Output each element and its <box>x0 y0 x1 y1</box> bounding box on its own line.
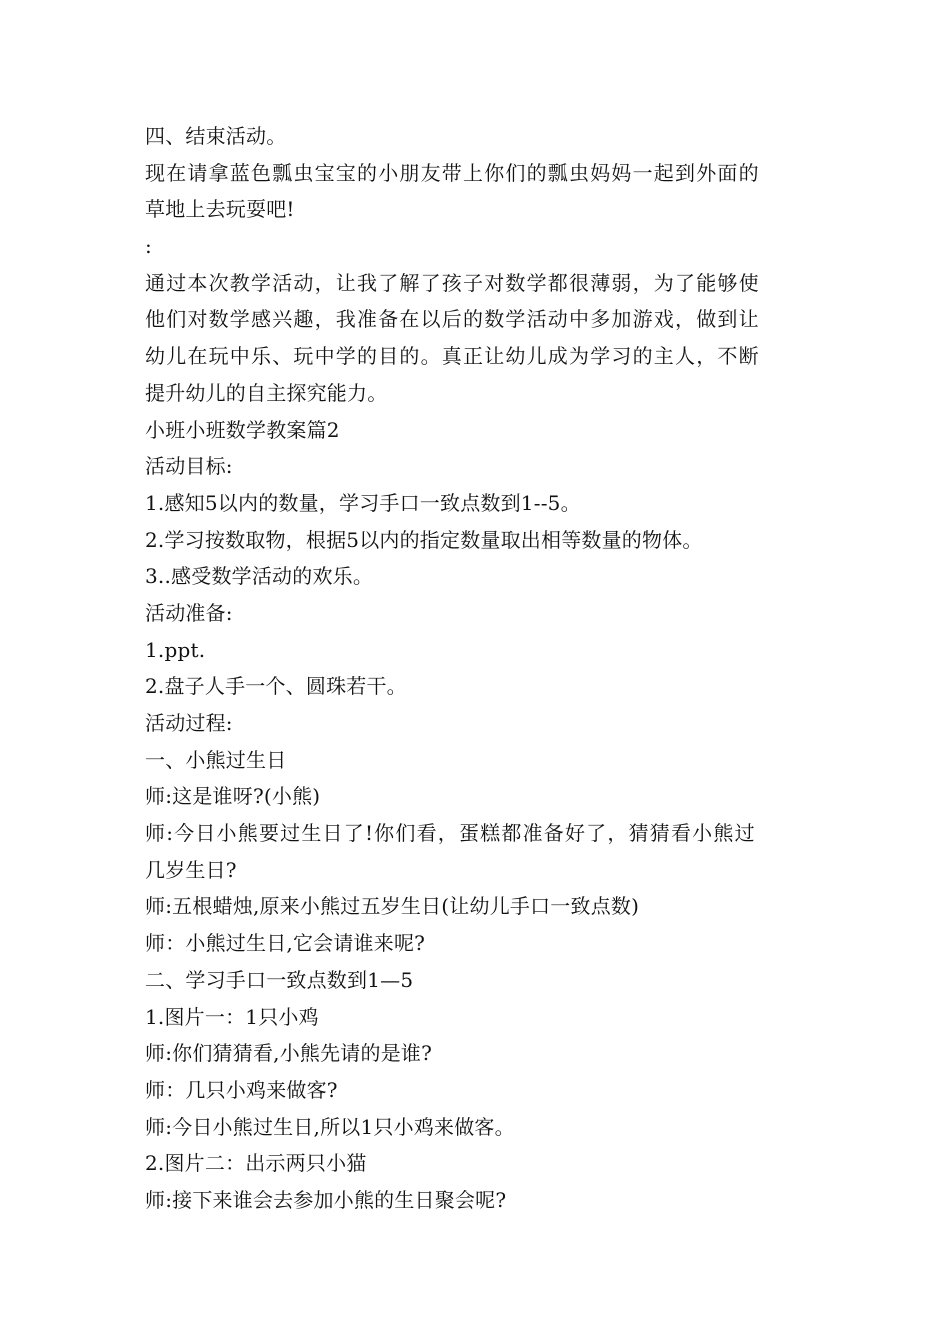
dialogue-line: 师：小熊过生日,它会请谁来呢? <box>145 931 426 956</box>
dialogue-line: 师:今日小熊要过生日了!你们看，蛋糕都准备好了，猜猜看小熊过 <box>145 821 756 846</box>
article-title: 小班小班数学教案篇2 <box>145 417 340 442</box>
paragraph-line: 幼儿在玩中乐、玩中学的目的。真正让幼儿成为学习的主人，不断 <box>145 344 760 369</box>
section-heading-preparation: 活动准备: <box>145 600 233 625</box>
dialogue-line: 师:你们猜猜看,小熊先请的是谁? <box>145 1041 433 1066</box>
paragraph-line: 草地上去玩耍吧! <box>145 197 295 222</box>
list-item: 1.ppt. <box>145 637 206 662</box>
dialogue-line: 师：几只小鸡来做客? <box>145 1077 338 1102</box>
section-heading-process: 活动过程: <box>145 711 233 735</box>
list-item: 1.图片一：1只小鸡 <box>145 1004 319 1029</box>
section-heading-end-activity: 四、结束活动。 <box>145 124 287 148</box>
document-body <box>145 118 810 1219</box>
subsection-heading: 一、小熊过生日 <box>145 747 287 772</box>
list-item: 3..感受数学活动的欢乐。 <box>145 564 374 589</box>
list-item: 2.图片二：出示两只小猫 <box>145 1151 367 1176</box>
dialogue-line: 师:五根蜡烛,原来小熊过五岁生日(让幼儿手口一致点数) <box>145 894 640 919</box>
paragraph-line: 现在请拿蓝色瓢虫宝宝的小朋友带上你们的瓢虫妈妈一起到外面的 <box>145 160 760 185</box>
colon-line: : <box>145 234 152 259</box>
subsection-heading: 二、学习手口一致点数到1—5 <box>145 967 414 992</box>
dialogue-line: 师:今日小熊过生日,所以1只小鸡来做客。 <box>145 1114 515 1139</box>
dialogue-line: 师:这是谁呀?(小熊) <box>145 784 321 809</box>
list-item: 2.盘子人手一个、圆珠若干。 <box>145 674 407 699</box>
paragraph-line: 提升幼儿的自主探究能力。 <box>145 380 388 405</box>
paragraph-line: 通过本次教学活动，让我了解了孩子对数学都很薄弱，为了能够使 <box>145 270 760 295</box>
section-heading-goals: 活动目标: <box>145 454 233 479</box>
list-item: 1.感知5以内的数量，学习手口一致点数到1--5。 <box>145 490 581 515</box>
list-item: 2.学习按数取物，根据5以内的指定数量取出相等数量的物体。 <box>145 527 703 552</box>
paragraph-line: 他们对数学感兴趣，我准备在以后的数学活动中多加游戏，做到让 <box>145 307 760 332</box>
dialogue-line: 几岁生日? <box>145 857 237 882</box>
dialogue-line: 师:接下来谁会去参加小熊的生日聚会呢? <box>145 1187 507 1212</box>
